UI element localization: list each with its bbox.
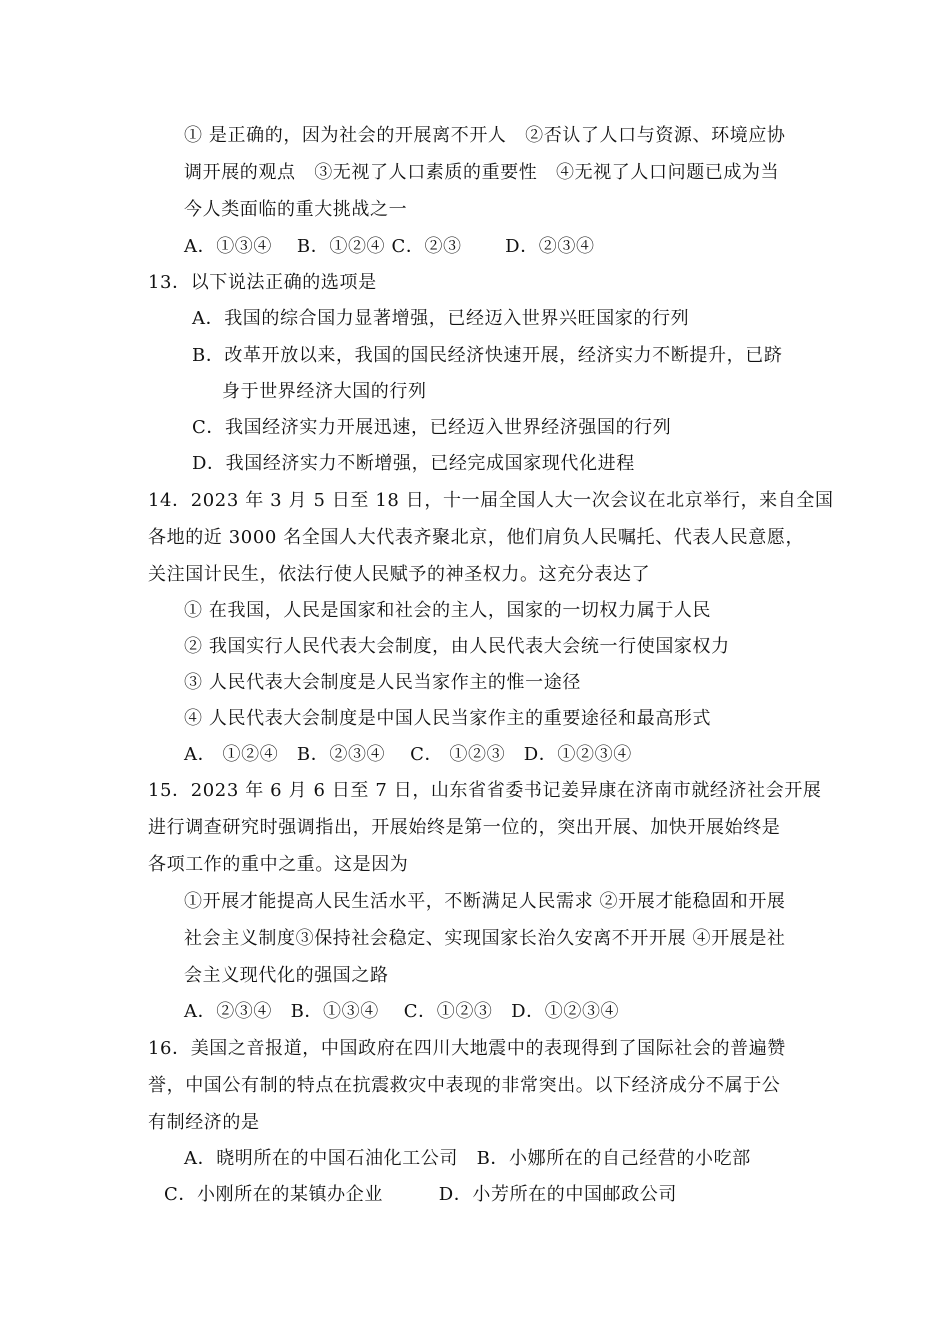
q15-stem-line-2: 进行调查研究时强调指出，开展始终是第一位的，突出开展、加快开展始终是 (148, 817, 781, 838)
q14-statement-2: ② 我国实行人民代表大会制度，由人民代表大会统一行使国家权力 (184, 636, 730, 657)
q15-stem-line-1: 15．2023 年 6 月 6 日至 7 日，山东省省委书记姜异康在济南市就经济社会开展 (148, 780, 822, 801)
q16-stem-line-3: 有制经济的是 (148, 1112, 260, 1133)
q15-statements-line-1: ①开展才能提高人民生活水平，不断满足人民需求 ②开展才能稳固和开展 (184, 891, 786, 912)
q13-option-d: D．我国经济实力不断增强，已经完成国家现代化进程 (192, 453, 635, 474)
q15-statements-line-3: 会主义现代化的强国之路 (184, 965, 389, 986)
q12-line-2: 调开展的观点 ③无视了人口素质的重要性 ④无视了人口问题已成为当 (184, 162, 780, 183)
q14-statement-1: ① 在我国，人民是国家和社会的主人，国家的一切权力属于人民 (184, 600, 712, 621)
q14-stem-line-2: 各地的近 3000 名全国人大代表齐聚北京，他们肩负人民嘱托、代表人民意愿， (148, 527, 805, 548)
q14-statement-4: ④ 人民代表大会制度是中国人民当家作主的重要途径和最高形式 (184, 708, 712, 729)
q12-answer-options: A．①③④ B．①②④ C．②③ D．②③④ (184, 236, 595, 257)
q12-line-1: ① 是正确的，因为社会的开展离不开人 ②否认了人口与资源、环境应协 (184, 125, 786, 146)
q15-stem-line-3: 各项工作的重中之重。这是因为 (148, 854, 409, 875)
q13-option-b-line-2: 身于世界经济大国的行列 (222, 381, 427, 402)
q14-answer-options: A． ①②④ B．②③④ C． ①②③ D．①②③④ (184, 744, 632, 765)
q16-options-a-b: A．晓明所在的中国石油化工公司 B．小娜所在的自己经营的小吃部 (184, 1148, 751, 1169)
q13-stem: 13．以下说法正确的选项是 (148, 272, 377, 293)
q16-stem-line-1: 16．美国之音报道，中国政府在四川大地震中的表现得到了国际社会的普遍赞 (148, 1038, 786, 1059)
q13-option-b-line-1: B．改革开放以来，我国的国民经济快速开展，经济实力不断提升，已跻 (192, 345, 783, 366)
q13-option-c: C．我国经济实力开展迅速，已经迈入世界经济强国的行列 (192, 417, 672, 438)
q16-options-c-d: C．小刚所在的某镇办企业 D．小芳所在的中国邮政公司 (164, 1184, 678, 1205)
q16-stem-line-2: 誉，中国公有制的特点在抗震救灾中表现的非常突出。以下经济成分不属于公 (148, 1075, 781, 1096)
q13-option-a: A．我国的综合国力显著增强，已经迈入世界兴旺国家的行列 (192, 308, 690, 329)
q15-statements-line-2: 社会主义制度③保持社会稳定、实现国家长治久安离不开开展 ④开展是社 (184, 928, 786, 949)
q14-stem-line-3: 关注国计民生，依法行使人民赋予的神圣权力。这充分表达了 (148, 564, 651, 585)
q14-statement-3: ③ 人民代表大会制度是人民当家作主的惟一途径 (184, 672, 581, 693)
q12-line-3: 今人类面临的重大挑战之一 (184, 199, 408, 220)
q15-answer-options: A．②③④ B．①③④ C．①②③ D．①②③④ (184, 1001, 620, 1022)
q14-stem-line-1: 14．2023 年 3 月 5 日至 18 日，十一届全国人大一次会议在北京举行，来自全国 (148, 490, 834, 511)
